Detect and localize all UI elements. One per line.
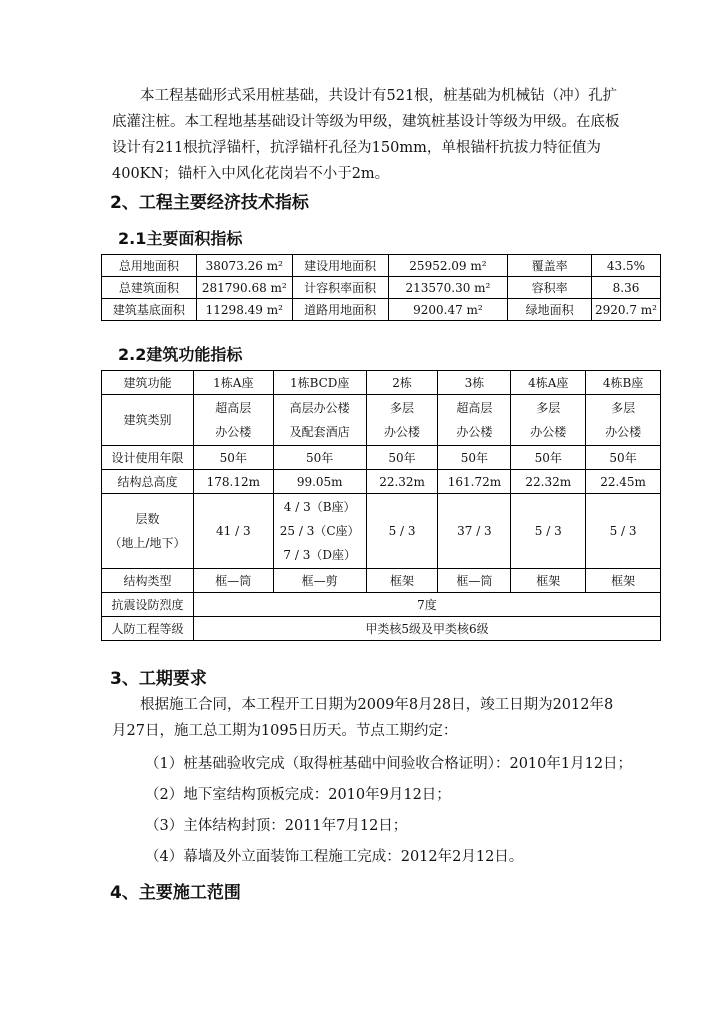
table-cell: 框—筒: [193, 569, 273, 593]
table-row: [102, 593, 661, 617]
table-cell: 设计使用年限: [102, 446, 194, 470]
section-2-1-heading: 2.1主要面积指标: [118, 229, 243, 248]
list-item: （3）主体结构封顶：2011年7月12日；: [145, 818, 408, 834]
table-cell: 结构类型: [102, 569, 194, 593]
table-cell: 多层 办公楼: [586, 395, 661, 446]
table-cell: 50年: [193, 446, 273, 470]
table-cell: 50年: [366, 446, 438, 470]
table-header-cell: 建筑功能: [102, 371, 194, 395]
table-cell: 高层办公楼 及配套酒店: [273, 395, 366, 446]
table-cell: 38073.26 m²: [196, 255, 292, 277]
table-row: [102, 446, 661, 470]
table-cell: 框架: [366, 569, 438, 593]
table-cell: 178.12m: [193, 470, 273, 494]
table-cell: 213570.30 m²: [388, 277, 508, 299]
table-cell: 超高层 办公楼: [193, 395, 273, 446]
table-cell: 总用地面积: [102, 255, 197, 277]
table-cell: 7度: [193, 593, 660, 617]
table-row: [102, 255, 661, 277]
table-cell: 覆盖率: [508, 255, 592, 277]
table-cell: 43.5%: [591, 255, 660, 277]
table-cell: 绿地面积: [508, 299, 592, 321]
area-indicators-table: [101, 254, 661, 321]
table-cell: 建筑基底面积: [102, 299, 197, 321]
table-cell: 11298.49 m²: [196, 299, 292, 321]
table-cell: 人防工程等级: [102, 617, 194, 641]
table-header-cell: 4栋A座: [511, 371, 586, 395]
table-cell: 结构总高度: [102, 470, 194, 494]
table-cell: 框架: [511, 569, 586, 593]
section-2-heading: 2、工程主要经济技术指标: [110, 193, 309, 213]
table-cell: 抗震设防烈度: [102, 593, 194, 617]
table-cell: 4 / 3（B座） 25 / 3（C座） 7 / 3（D座）: [273, 494, 366, 569]
table-cell: 41 / 3: [193, 494, 273, 569]
table-cell: 层数 （地上/地下）: [102, 494, 194, 569]
table-cell: 50年: [586, 446, 661, 470]
list-item: （1）桩基础验收完成（取得桩基础中间验收合格证明）：2010年1月12日；: [145, 756, 633, 772]
section-3-heading: 3、工期要求: [110, 669, 207, 689]
table-row: [102, 569, 661, 593]
section-2-2-heading: 2.2建筑功能指标: [118, 345, 243, 364]
table-row: [102, 617, 661, 641]
table-header-cell: 1栋BCD座: [273, 371, 366, 395]
table-cell: 超高层 办公楼: [438, 395, 511, 446]
list-item: （4）幕墙及外立面装饰工程施工完成：2012年2月12日。: [145, 849, 524, 865]
list-item: （2）地下室结构顶板完成：2010年9月12日；: [145, 787, 451, 803]
table-cell: 框—筒: [438, 569, 511, 593]
table-cell: 建筑类别: [102, 395, 194, 446]
table-header-cell: 4栋B座: [586, 371, 661, 395]
section-4-heading: 4、主要施工范围: [110, 883, 241, 903]
table-cell: 2920.7 m²: [591, 299, 660, 321]
table-row: [102, 299, 661, 321]
table-cell: 22.32m: [511, 470, 586, 494]
table-cell: 5 / 3: [586, 494, 661, 569]
table-cell: 8.36: [591, 277, 660, 299]
table-cell: 161.72m: [438, 470, 511, 494]
table-cell: 多层 办公楼: [366, 395, 438, 446]
table-cell: 建设用地面积: [292, 255, 388, 277]
table-cell: 22.45m: [586, 470, 661, 494]
table-row: [102, 277, 661, 299]
table-cell: 99.05m: [273, 470, 366, 494]
building-function-table: [101, 370, 661, 641]
table-cell: 281790.68 m²: [196, 277, 292, 299]
table-cell: 9200.47 m²: [388, 299, 508, 321]
table-cell: 多层 办公楼: [511, 395, 586, 446]
table-row: [102, 371, 661, 395]
table-header-cell: 3栋: [438, 371, 511, 395]
schedule-paragraph: 根据施工合同，本工程开工日期为2009年8月28日，竣工日期为2012年8月27日，施工总工期为1095日历天。节点工期约定：: [112, 697, 614, 739]
table-cell: 22.32m: [366, 470, 438, 494]
table-cell: 5 / 3: [366, 494, 438, 569]
table-cell: 框—剪: [273, 569, 366, 593]
table-cell: 5 / 3: [511, 494, 586, 569]
table-cell: 50年: [438, 446, 511, 470]
table-row: [102, 494, 661, 569]
table-cell: 框架: [586, 569, 661, 593]
table-cell: 道路用地面积: [292, 299, 388, 321]
table-header-cell: 2栋: [366, 371, 438, 395]
table-cell: 37 / 3: [438, 494, 511, 569]
intro-paragraph: 本工程基础形式采用桩基础，共设计有521根，桩基础为机械钻（冲）孔扩底灌注桩。本工程地基基础设计等级为甲级，建筑桩基设计等级为甲级。在底板设计有211根抗浮锚杆，抗浮锚杆孔径为150mm，单根锚杆抗拔力特征值为400KN；锚杆入中风化花岗岩不小于2m。: [112, 88, 620, 182]
table-cell: 50年: [511, 446, 586, 470]
table-cell: 50年: [273, 446, 366, 470]
table-cell: 容积率: [508, 277, 592, 299]
table-cell: 总建筑面积: [102, 277, 197, 299]
table-row: [102, 395, 661, 446]
table-cell: 计容积率面积: [292, 277, 388, 299]
table-header-cell: 1栋A座: [193, 371, 273, 395]
table-cell: 甲类核5级及甲类核6级: [193, 617, 660, 641]
table-row: [102, 470, 661, 494]
table-cell: 25952.09 m²: [388, 255, 508, 277]
